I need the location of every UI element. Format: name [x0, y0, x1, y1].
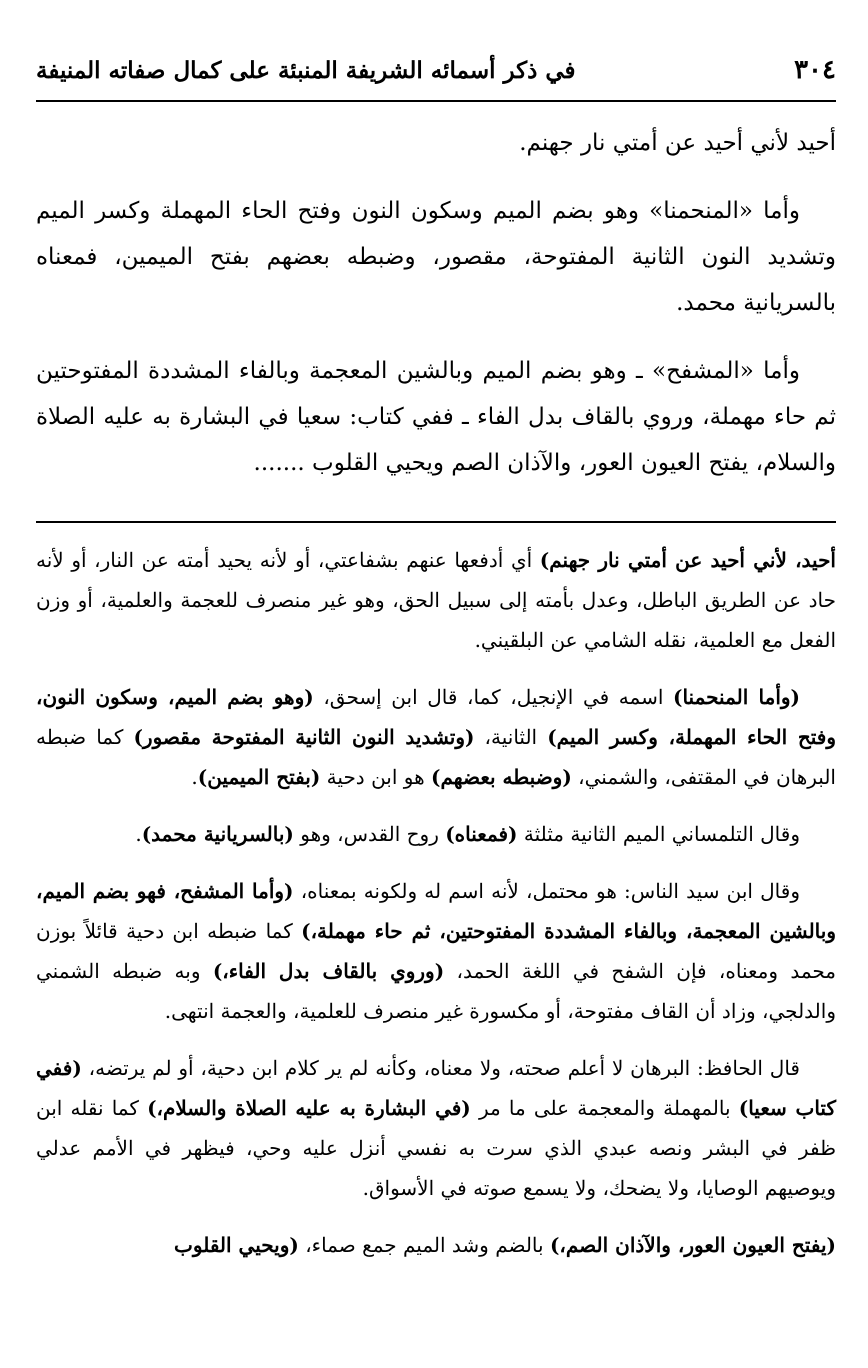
commentary-paragraph	[36, 1048, 836, 1208]
text-run: .	[135, 822, 142, 846]
bold-quote: (ويحيي القلوب	[174, 1233, 299, 1257]
text-run: أي أدفعها عنهم بشفاعتي، أو لأنه يحيد أمته عن النار، أو لأنه حاد عن الطريق الباطل، وعدل بأمته إلى سبيل الحق، وهو غير منصرف للعجمة والعلمية، أو وزن الفعل مع العلمية، نقله الشامي عن البلقيني.	[36, 548, 836, 652]
page-number: ٣٠٤	[794, 55, 836, 85]
book-page	[36, 0, 836, 1368]
text-run: وبه ضبطه الشمني والدلجي، وزاد أن القاف مفتوحة، أو مكسورة غير منصرف للعلمية، والعجمة انتهى.	[36, 959, 836, 1023]
bold-quote: (بفتح الميمين)	[197, 765, 321, 789]
bold-quote: (ففي كتاب سعيا)	[36, 1056, 836, 1120]
text-run: بالمهملة والمعجمة على ما مر	[470, 1096, 739, 1120]
text-run: كما نقله ابن ظفر في البشر ونصه عبدي الذي سرت به نفسي أنزل عليه وحي، فيظهر في الأمم عدلي ويوصيهم الوصايا، ولا يضحك، ولا يسمع صوته في الأسواق.	[36, 1096, 836, 1200]
bold-quote: (بالسريانية محمد)	[141, 822, 294, 846]
bold-quote: (في البشارة به عليه الصلاة والسلام،)	[147, 1096, 471, 1120]
commentary-paragraph	[36, 1225, 836, 1265]
commentary-paragraph	[36, 540, 836, 660]
running-title: في ذكر أسمائه الشريفة المنبئة على كمال صفاته المنيفة	[36, 56, 576, 84]
main-text	[36, 120, 836, 508]
text-run: الثانية،	[474, 725, 548, 749]
bold-quote: (وتشديد النون الثانية المفتوحة مقصور)	[133, 725, 475, 749]
bold-quote: أحيد، لأني أحيد عن أمتي نار جهنم)	[539, 548, 836, 572]
text-run: أحيد لأني أحيد عن أمتي نار جهنم.	[519, 130, 836, 156]
bold-quote: (وهو بضم الميم، وسكون النون، وفتح الحاء المهملة، وكسر الميم)	[36, 685, 836, 749]
text-run: وقال التلمساني الميم الثانية مثلثة	[517, 822, 800, 846]
page-header	[36, 44, 836, 96]
text-run: اسمه في الإنجيل، كما، قال ابن إسحق،	[313, 685, 673, 709]
bold-quote: (يفتح العيون العور، والآذان الصم،)	[549, 1233, 836, 1257]
bold-quote: (وضبطه بعضهم)	[431, 765, 572, 789]
text-run: وأما «المنحمنا» وهو بضم الميم وسكون النون وفتح الحاء المهملة وكسر الميم وتشديد النون الثانية المفتوحة، مقصور، وضبطه بعضهم بفتح الميمين، فمعناه بالسريانية محمد.	[36, 198, 836, 316]
text-run: قال الحافظ: البرهان لا أعلم صحته، ولا معناه، وكأنه لم ير كلام ابن دحية، أو لم يرتضه،	[81, 1056, 800, 1080]
bold-quote: (وروي بالقاف بدل الفاء،)	[212, 959, 445, 983]
main-paragraph	[36, 120, 836, 166]
commentary-paragraph	[36, 871, 836, 1031]
text-run: .	[191, 765, 198, 789]
text-run: كما ضبطه البرهان في المقتفى، والشمني،	[36, 725, 836, 789]
text-run: وأما «المشفح» ـ وهو بضم الميم وبالشين المعجمة وبالفاء المشددة المفتوحتين ثم حاء مهملة، وروي بالقاف بدل الفاء ـ ففي كتاب: سعيا في البشارة به عليه الصلاة والسلام، يفتح العيون العور، والآذان الصم ويحيي القلوب .......	[36, 358, 836, 476]
main-paragraph	[36, 348, 836, 486]
commentary-paragraph	[36, 677, 836, 797]
commentary-text	[36, 540, 836, 1282]
text-run: كما ضبطه ابن دحية قائلاً بوزن محمد ومعناه، فإن الشفح في اللغة الحمد،	[36, 919, 837, 983]
bold-quote: (فمعناه)	[445, 822, 518, 846]
text-run: وقال ابن سيد الناس: هو محتمل، لأنه اسم له ولكونه بمعناه،	[293, 879, 800, 903]
main-paragraph	[36, 188, 836, 326]
text-run: بالضم وشد الميم جمع صماء،	[298, 1233, 550, 1257]
bold-quote: (وأما المنحمنا)	[672, 685, 800, 709]
bold-quote: (وأما المشفح، فهو بضم الميم، وبالشين المعجمة، وبالفاء المشددة المفتوحتين، ثم حاء مهملة،)	[36, 879, 836, 943]
header-divider	[36, 100, 836, 102]
commentary-divider	[36, 521, 836, 523]
text-run: روح القدس، وهو	[293, 822, 446, 846]
text-run: هو ابن دحية	[320, 765, 432, 789]
commentary-paragraph	[36, 814, 836, 854]
